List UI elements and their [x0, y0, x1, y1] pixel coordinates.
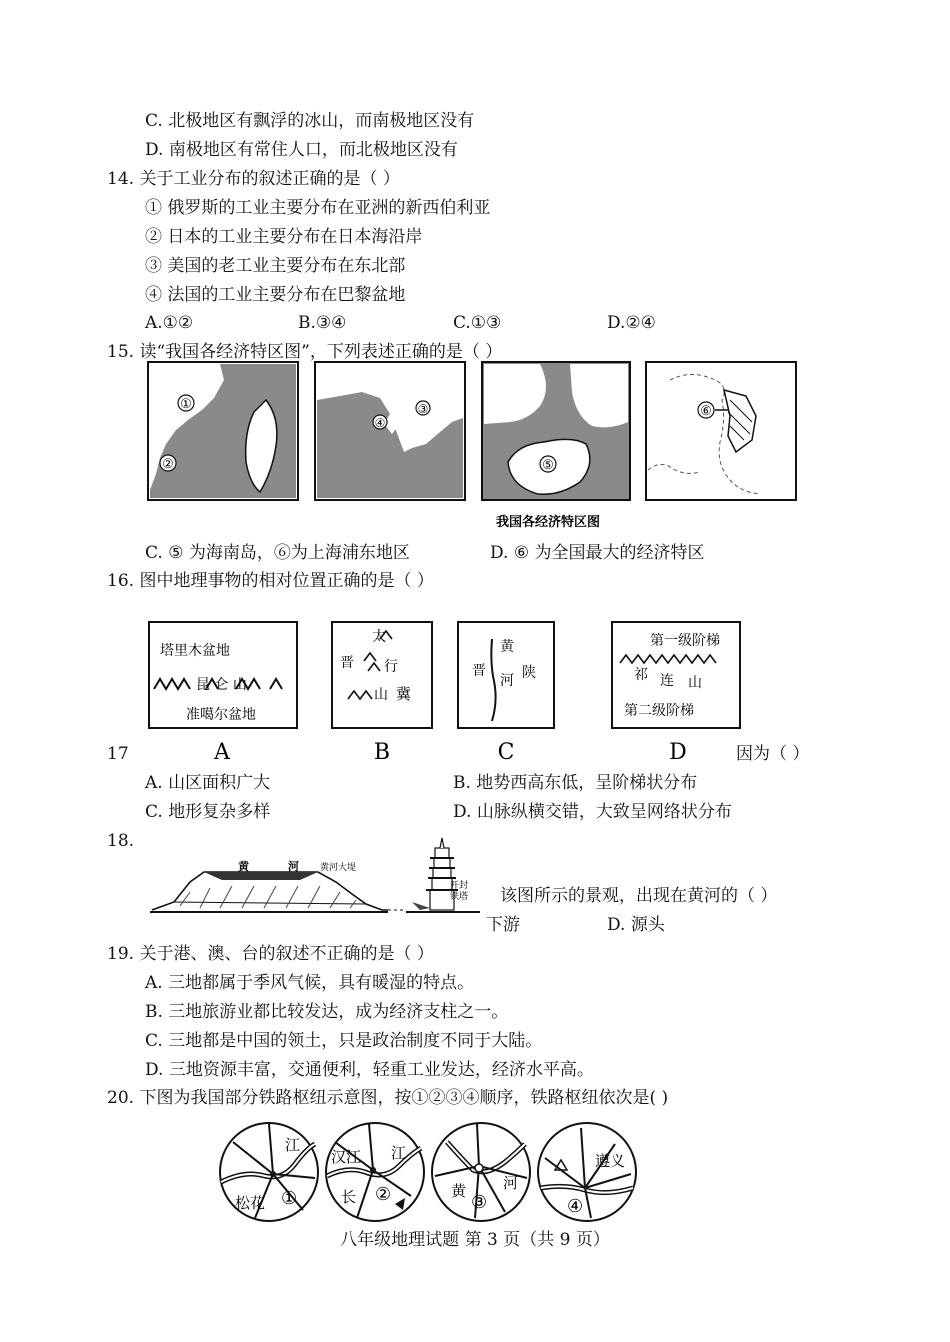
- q17-option-a: A. 山区面积广大: [145, 773, 271, 793]
- c3-label-a: 黄: [451, 1182, 467, 1200]
- panel-c: [458, 622, 554, 765]
- marker-5: ⑤: [542, 458, 554, 473]
- c1-number: ①: [281, 1188, 298, 1209]
- q17-option-b: B. 地势西高东低，呈阶梯状分布: [453, 773, 698, 793]
- q15-option-c: C. ⑤ 为海南岛，⑥为上海浦东地区: [145, 543, 410, 563]
- map-panel-1: [148, 362, 298, 500]
- panel-c-l2: 晋: [472, 663, 486, 679]
- q14-item-4: ④ 法国的工业主要分布在巴黎盆地: [145, 285, 406, 305]
- panel-d: [612, 622, 740, 765]
- q13-option-c: C. 北极地区有飘浮的冰山，而南极地区没有: [145, 111, 475, 131]
- economic-zone-map: [140, 360, 800, 535]
- c3-label-b: 河: [503, 1174, 519, 1192]
- q14-option-c: C.①③: [453, 313, 502, 333]
- q18-text: 该图所示的景观，出现在黄河的（ ）: [500, 886, 778, 906]
- panel-b-l3: 行: [384, 659, 398, 675]
- c3-number: ③: [471, 1192, 488, 1213]
- panel-b-l5: 冀: [396, 685, 412, 703]
- q20-stem: 20. 下图为我国部分铁路枢纽示意图，按①②③④顺序，铁路枢纽依次是( ): [107, 1088, 669, 1108]
- page-footer: 八年级地理试题 第 3 页（共 9 页）: [340, 1230, 610, 1250]
- panel-b: [332, 622, 432, 765]
- fig-label-he: 河: [288, 860, 299, 873]
- q17-option-d: D. 山脉纵横交错，大致呈网络状分布: [453, 802, 732, 822]
- q19-option-d: D. 三地资源丰富，交通便利，轻重工业发达，经济水平高。: [145, 1060, 594, 1080]
- panel-c-l4: 河: [500, 673, 514, 689]
- fig-label-kaifeng: 开封: [450, 881, 469, 891]
- panel-d-m2: 连: [660, 673, 674, 689]
- panel-d-m3: 山: [688, 675, 702, 691]
- q19-option-a: A. 三地都属于季风气候，具有暖湿的特点。: [145, 973, 475, 993]
- q14-stem: 14. 关于工业分布的叙述正确的是（ ）: [107, 169, 400, 189]
- q15-option-d: D. ⑥ 为全国最大的经济特区: [490, 543, 705, 563]
- q14-option-d: D.②④: [607, 313, 656, 333]
- panel-d-m1: 祁: [634, 667, 648, 683]
- panel-d-top: 第一级阶梯: [650, 633, 720, 649]
- panel-a-top: 塔里木盆地: [160, 643, 230, 659]
- c1-label-a: 松花: [235, 1194, 266, 1212]
- panel-d-letter: D: [669, 740, 687, 765]
- panel-c-letter: C: [497, 740, 515, 765]
- c1-label-b: 江: [285, 1136, 301, 1154]
- hub-circle-4: [538, 1123, 636, 1221]
- q17-option-c: C. 地形复杂多样: [145, 802, 271, 822]
- q15-stem: 15. 读“我国各经济特区图”，下列表述正确的是（ ）: [107, 342, 503, 362]
- q18-number: 18.: [107, 831, 135, 851]
- map-panel-3: [482, 362, 630, 500]
- panel-c-l1: 黄: [500, 639, 514, 655]
- fig-label-huang: 黄: [238, 860, 249, 873]
- hub-circle-3: [432, 1123, 530, 1221]
- q19-option-c: C. 三地都是中国的领土，只是政治制度不同于大陆。: [145, 1031, 543, 1051]
- panel-c-l3: 陕: [522, 665, 536, 681]
- marker-6: ⑥: [700, 404, 712, 419]
- fig-label-dike: 黄河大堤: [320, 863, 357, 873]
- hub-circle-2: [326, 1123, 424, 1221]
- panel-b-l2: 晋: [340, 655, 354, 671]
- q18-option-d: D. 源头: [607, 915, 665, 935]
- panel-a-letter: A: [214, 740, 230, 765]
- marker-3: ③: [417, 402, 429, 416]
- q16-stem: 16. 图中地理事物的相对位置正确的是（ ）: [107, 571, 434, 591]
- panel-a-mid: 昆 仑 山: [196, 677, 247, 693]
- map-panel-4: [646, 362, 796, 500]
- hub-circle-1: [220, 1123, 318, 1221]
- map-panel-2: [315, 362, 465, 500]
- marker-4: ④: [374, 416, 386, 430]
- map-caption: 我国各经济特区图: [495, 515, 601, 530]
- c2-label-b: 江: [391, 1144, 407, 1162]
- q14-option-a: A.①②: [145, 313, 194, 333]
- q14-item-2: ② 日本的工业主要分布在日本海沿岸: [145, 227, 423, 247]
- c4-number: ④: [567, 1196, 584, 1217]
- panel-b-letter: B: [373, 740, 391, 765]
- c4-label-a: 遵义: [595, 1152, 626, 1170]
- relative-position-figure: [140, 615, 760, 765]
- q14-item-3: ③ 美国的老工业主要分布在东北部: [145, 256, 406, 276]
- q14-item-1: ① 俄罗斯的工业主要分布在亚洲的新西伯利亚: [145, 198, 491, 218]
- c2-label-c: 长: [341, 1188, 357, 1206]
- railway-hub-figure: [215, 1118, 645, 1228]
- panel-d-bottom: 第二级阶梯: [624, 703, 694, 719]
- fig-label-tower: 铁塔: [450, 892, 469, 902]
- c2-label-a: 汉江: [331, 1148, 362, 1166]
- q19-stem: 19. 关于港、澳、台的叙述不正确的是（ ）: [107, 944, 434, 964]
- q14-option-b: B.③④: [298, 313, 347, 333]
- panel-b-l1: 太: [372, 629, 386, 645]
- panel-a: [149, 622, 297, 765]
- panel-a-bottom: 准噶尔盆地: [186, 707, 256, 723]
- q13-option-d: D. 南极地区有常住人口，而北极地区没有: [145, 140, 458, 160]
- marker-2: ②: [162, 457, 174, 472]
- q17-number: 17: [107, 744, 129, 764]
- yellow-river-profile-figure: [150, 836, 490, 920]
- q17-stem-tail: 因为（ ）: [736, 744, 810, 764]
- q19-option-b: B. 三地旅游业都比较发达，成为经济支柱之一。: [145, 1002, 509, 1022]
- marker-1: ①: [180, 397, 192, 412]
- panel-b-l4: 山: [374, 687, 388, 703]
- c2-number: ②: [375, 1184, 392, 1205]
- q18-option-c-tail: 下游: [486, 915, 520, 935]
